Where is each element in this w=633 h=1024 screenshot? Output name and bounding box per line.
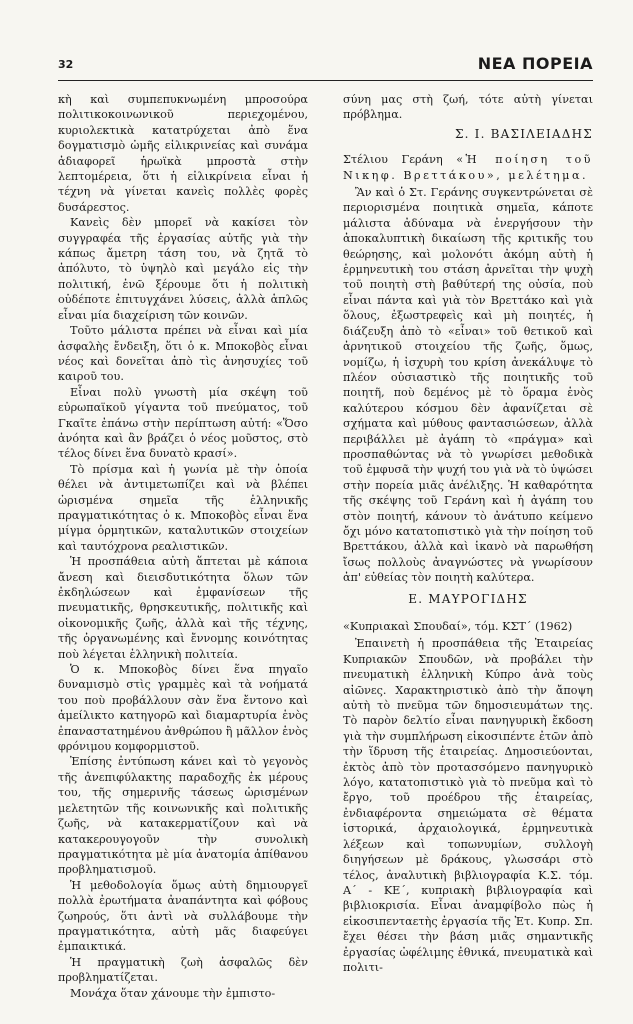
left-column — [58, 92, 308, 1001]
review-heading — [343, 152, 593, 183]
review-paragraph: Ἐπαινετὴ ἡ προσπάθεια τῆς Ἑταιρείας Κυπριακῶν Σπουδῶν, νὰ προβάλει τὴν πνευματικὴ ἑλληνικὴ Κύπρο ἀνὰ τοὺς αἰῶνες. Χαρακτηριστικὸ ἀπὸ τὴν ἄποψη αὐτὴ τὸ πνεῦμα τῶν δημοσιευμάτων της. Τὸ παρὸν δελτίο εἶναι πανηγυρικὴ ἔκδοση γιὰ τὴν συμπλήρωση εἰκοσιπέντε ἐτῶν ἀπὸ τὴν ἵδρυση τῆς ἑταιρείας. Δημοσιεύονται, ἐκτὸς ἀπὸ τὸν προτασσόμενο πανηγυρικὸ λόγο, κατατοπιστικὸ γιὰ τὸ πνεῦμα καὶ τὸ ἔργο, τοῦ προέδρου τῆς ἑταιρείας, ἐνδιαφέροντα σημειώματα σὲ θέματα ἱστορικά, ἀρχαιολογικά, ἑρμηνευτικὰ λέξεων καὶ τοπωνυμίων, συλλογὴ διηγήσεων μὲ δράκους, γλωσσάρι στὸ τέλος, ἀναλυτικὴ βιβλιογραφία Κ.Σ. τόμ. Α΄ - ΚΕ΄, κυπριακὴ βιβλιογραφία καὶ βιβλιοκρισία. Εἶναι ἀναμφίβολο πὼς ἡ εἰκοσιπενταετὴς ἐργασία τῆς Ἑτ. Κυπρ. Σπ. ἔχει θέσει τὴν βάση μιᾶς σημαντικῆς ἐργασίας ὠφέλιμης ἐθνικά, πνευματικὰ καὶ πολιτι- — [343, 637, 593, 974]
review-author: Στέλιου Γεράνη — [343, 153, 443, 167]
paragraph: κὴ καὶ συμπεπυκνωμένη μπροσούρα πολιτικοκοινωνικοῦ περιεχομένου, κυριολεκτικὰ κατατρύχεται ἀπὸ ἕνα δογματισμὸ ὠμῆς εἰλικρινείας καὶ συνάμα ἀδιαφορεῖ ἡρωϊκὰ μπροστὰ στὴν λεπτομέρεια, ὅτι ἡ εἰλικρίνεια εἶναι ἡ τέχνη νὰ γίνεται κανεὶς πολλὲς φορὲς δυσάρεστος. — [58, 93, 308, 214]
review-heading: «Κυπριακαὶ Σπουδαί», τόμ. ΚΣΤ΄ (1962) — [343, 620, 573, 633]
paragraph: Τὸ πρίσμα καὶ ἡ γωνία μὲ τὴν ὁποία θέλει νὰ ἀντιμετωπίζει καὶ νὰ βλέπει ὡρισμένα σημεῖα τῆς ἑλληνικῆς πραγματικότητας ὁ κ. Μποκοβὸς εἶναι ἕνα μίγμα ὁρμητικῶν, καταλυτικῶν στοιχείων καὶ ταυτόχρονα ρεαλιστικῶν. — [58, 462, 308, 553]
page-number: 32 — [58, 58, 74, 71]
signature: Σ. Ι. ΒΑΣΙΛΕΙΑΔΗΣ — [454, 126, 593, 141]
paragraph: Εἶναι πολὺ γνωστὴ μία σκέψη τοῦ εὐρωπαϊκοῦ γίγαντα τοῦ πνεύματος, τοῦ Γκαῖτε ἐπάνω στὴν περίπτωση αὐτή: «Ὅσο ἀνόητα καὶ ἂν βράζει ὁ νέος μοῦστος, στὸ τέλος δίνει ἕνα δυνατὸ κρασί». — [58, 385, 308, 461]
paragraph: Κανεὶς δὲν μπορεῖ νὰ κακίσει τὸν συγγραφέα τῆς ἐργασίας αὐτῆς γιὰ τὴν κάπως ἄμετρη τάση του, νὰ ζητᾶ τὸ ἀπόλυτο, τὸ ὑψηλὸ καὶ μεγάλο εἰς τὴν πολιτική, ἐνῶ ξέρουμε ὅτι ἡ πολιτικὴ οὐδέποτε ἐπιτυγχάνει λύσεις, ἀλλὰ ἁπλῶς εἶναι μία διαχείριση τῶν κοινῶν. — [58, 216, 308, 322]
right-column — [343, 92, 593, 1001]
paragraph: Ἡ προσπάθεια αὐτὴ ἅπτεται μὲ κάποια ἄνεση καὶ διεισδυτικότητα ὅλων τῶν ἐκδηλώσεων καὶ ἐμφανίσεων τῆς πνευματικῆς, θρησκευτικῆς, πολιτικῆς καὶ οἰκονομικῆς ζωῆς, ἀλλὰ καὶ τῆς τέχνης, τῆς ὀργανωμένης καὶ ἔννομης κοινότητας ποὺ λέγεται ἑλληνικὴ πολιτεία. — [58, 555, 308, 661]
paragraph: Τοῦτο μάλιστα πρέπει νὰ εἶναι καὶ μία ἀσφαλὴς ἔνδειξη, ὅτι ὁ κ. Μποκοβὸς εἶναι νέος καὶ δονεῖται ἀπὸ τὶς ἀνησυχίες τοῦ καιροῦ του. — [58, 324, 308, 384]
page-header — [58, 52, 593, 81]
review-paragraph: Ἂν καὶ ὁ Στ. Γεράνης συγκεντρώνεται σὲ περιορισμένα ποιητικὰ σημεῖα, κάποτε μάλιστα ἀδύναμα νὰ ἐνεργήσουν τὴν ἀποκαλυπτικὴ δικαίωση τῆς κριτικῆς του θεώρησης, καὶ μολονότι ἀκόμη αὐτὴ ἡ ἑρμηνευτικὴ του στάση ἀρνεῖται τὴν ψυχὴ τοῦ ποιητὴ στὴ βαθύτερή της οὐσία, ποὺ εἶναι πάντα καὶ γιὰ τὸν Βρεττάκο καὶ γιὰ ὅλους, ἐξωστρεφεὶς καὶ μὴ ποιητές, ἡ διάζευξη ἀπὸ τὸ «εἶναι» τοῦ θετικοῦ καὶ ἀρνητικοῦ στοιχείου τῆς ζωῆς, ὅμως, νομίζω, ἡ ἰσχυρὴ του κρίση ἀνεκάλυψε τὸ πλέον οὐσιαστικὸ τῆς ποιητικῆς τοῦ ποιητῆ, ποὺ δεμένος μὲ τὸ ὅραμα ἑνὸς καλύτερου κόσμου δὲν ἀφανίζεται σὲ σχήματα καὶ μύθους φαντασιώσεων, ἀλλὰ περιβάλλει μὲ ἀγάπη τὸ «πράγμα» καὶ προσπαθώντας νὰ τὸ γνωρίσει μεθοδικὰ τοῦ ἐμφυσᾶ τὴν ψυχή του γιὰ νὰ τὸ ὑψώσει στὴν πορεία μιᾶς ἀνέλιξης. Ἡ καθαρότητα τῆς σκέψης τοῦ Γεράνη καὶ ἡ ἀγάπη του στὸν ποιητή, κάνουν τὸ ἀνάτυπο κείμενο ὄχι μόνο κατατοπιστικὸ γιὰ τὴν ποίηση τοῦ Βρεττάκου, ἀλλὰ καὶ ἱκανὸ νὰ παρωθήση ἴσως πολλοὺς ἀναγνώστες νὰ γνωρίσουν ἀπ' εὐθείας τὸν ποιητὴ καλύτερα. — [343, 186, 593, 585]
paragraph-continuation: σύνη μας στὴ ζωή, τότε αὐτὴ γίνεται πρόβλημα. — [343, 93, 593, 122]
journal-title: ΝΕΑ ΠΟΡΕΙΑ — [477, 54, 593, 73]
paragraph: Ἐπίσης ἐντύπωση κάνει καὶ τὸ γεγονὸς τῆς ἀνεπιφύλακτης παραδοχῆς ἐκ μέρους του, τῆς σημερινῆς τάσεως ὡρισμένων μελετητῶν τῆς κοινωνικῆς καὶ πολιτικῆς ζωῆς, νὰ κατακερματίζουν καὶ νὰ κατακερουγογοῦν τὴν συνολικὴ πραγματικότητα μὲ μία ἀνατομία ἀπίθανου προβληματισμοῦ. — [58, 755, 308, 877]
paragraph: Ἡ πραγματικὴ ζωὴ ἀσφαλῶς δὲν προβληματίζεται. — [58, 955, 308, 985]
paragraph: Μονάχα ὅταν χάνουμε τὴν ἐμπιστο- — [70, 986, 276, 1000]
signature: Ε. ΜΑΥΡΟΓΙΔΗΣ — [408, 591, 528, 606]
text-columns — [58, 92, 593, 1001]
paragraph: Ὁ κ. Μποκοβὸς δίνει ἕνα πηγαῖο δυναμισμὸ στὶς γραμμὲς καὶ τὰ νοήματά του ποὺ προβάλλουν σὰν ἕνα ἔντονο καὶ ἀμείλικτο κατηγορῶ καὶ διαμαρτυρία ἑνὸς ἐπαναστατημένου ἀνθρώπου ἢ μᾶλλον ἑνὸς φρόνιμου κομφορμιστοῦ. — [58, 663, 308, 754]
paragraph: Ἡ μεθοδολογία ὅμως αὐτὴ δημιουργεῖ πολλὰ ἐρωτήματα ἀναπάντητα καὶ φόβους ζωηρούς, ὅτι ἀντὶ νὰ συλλάβουμε τὴν πραγματικότητα, αὐτὴ μᾶς διαφεύγει ἐμπαικτικά. — [58, 878, 308, 954]
review-title: «Ἡ ποίηση τοῦ Νικηφ. Βρεττάκου», μελέτημα. — [343, 153, 593, 182]
